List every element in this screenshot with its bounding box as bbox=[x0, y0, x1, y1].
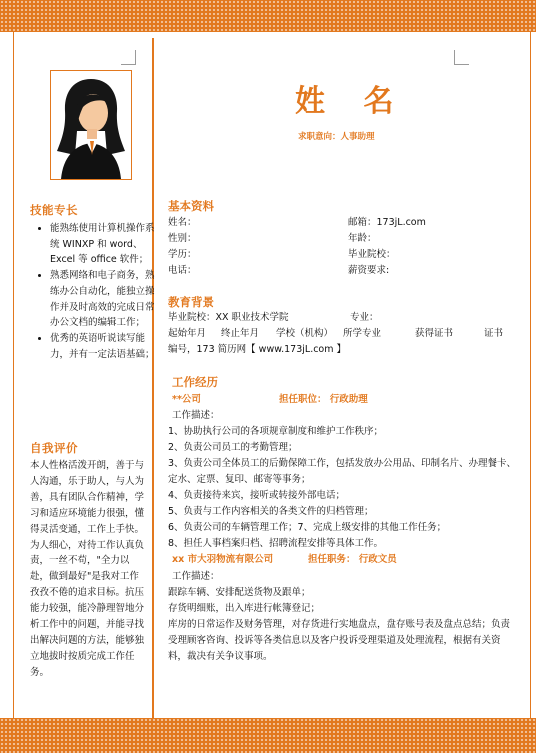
job-intention: 求职意向：人事助理 bbox=[298, 132, 375, 142]
job1-duty: 3、负责公司全体员工的后勤保障工作，包括发放办公用品、印制名片、办理餐卡、定水、定票、复印、邮寄等事务； bbox=[168, 458, 517, 485]
job1-description-label: 工作描述： bbox=[172, 410, 220, 421]
job2-position: 担任职务： 行政文员 bbox=[308, 554, 397, 565]
skill-item: • 能熟练使用计算机操作系统 WINXP 和 word、Excel 等 office 软件； bbox=[50, 221, 162, 268]
job1-duty: 6、负责公司的车辆管理工作；7、完成上级安排的其他工作任务； bbox=[168, 522, 447, 533]
job1-position: 担任职位： 行政助理 bbox=[279, 394, 368, 405]
name-field: 姓名： bbox=[168, 217, 197, 228]
job1-duty: 1、协助执行公司的各项规章制度和维护工作秩序； bbox=[168, 426, 384, 437]
left-frame-line bbox=[13, 32, 14, 718]
skill-item: • 熟悉网络和电子商务，熟练办公自动化，能独立操作并及时高效的完成日常办公文档的编辑工作； bbox=[50, 268, 162, 331]
phone-field: 电话： bbox=[168, 265, 197, 276]
basic-info-title: 基本资料 bbox=[168, 199, 214, 213]
certificate-label: 证书 bbox=[484, 328, 504, 339]
certificate-id-line: 编号，173 简历网【 www.173jL.com 】 bbox=[168, 344, 347, 355]
certificate-column: 获得证书 bbox=[415, 328, 454, 339]
skill-item: • 优秀的英语听说读写能力，并有一定法语基础； bbox=[50, 331, 162, 362]
start-date-column: 起始年月 bbox=[168, 328, 207, 339]
resume-name: 姓 名 bbox=[295, 84, 408, 119]
graduate-school: 毕业院校：XX 职业技术学院 bbox=[168, 312, 289, 323]
skills-title: 技能专长 bbox=[30, 203, 78, 217]
job2-duty: 存货明细账，出入库进行帐簿登记； bbox=[168, 603, 321, 614]
job1-company: **公司 bbox=[172, 394, 201, 405]
job2-description-label: 工作描述： bbox=[172, 571, 220, 582]
right-frame-line bbox=[530, 32, 531, 718]
gender-field: 性别： bbox=[168, 233, 197, 244]
top-decorative-band bbox=[0, 0, 536, 32]
corner-mark-right bbox=[454, 50, 469, 65]
female-avatar-icon bbox=[51, 71, 131, 179]
salary-field: 薪资要求: bbox=[348, 265, 390, 276]
job1-duty: 4、负责接待来宾，接听或转接外部电话； bbox=[168, 490, 346, 501]
job2-duty: 跟踪车辆、安排配送货物及跟单； bbox=[168, 587, 311, 598]
work-experience-title: 工作经历 bbox=[172, 375, 218, 389]
age-field: 年龄： bbox=[348, 233, 377, 244]
job1-duty: 8、担任人事档案归档、招聘流程安排等具体工作。 bbox=[168, 538, 384, 549]
corner-mark-left bbox=[121, 50, 136, 65]
job1-duty: 2、负责公司员工的考勤管理； bbox=[168, 442, 298, 453]
school-field: 毕业院校： bbox=[348, 249, 396, 260]
email-field: 邮箱：173jL.com bbox=[348, 217, 426, 228]
job2-company: xx 市大羽物流有限公司 bbox=[172, 554, 274, 565]
skills-list bbox=[32, 221, 162, 362]
job1-duty: 5、负责与工作内容相关的各类文件的归档管理； bbox=[168, 506, 374, 517]
major-column: 所学专业 bbox=[343, 328, 382, 339]
major-field: 专业： bbox=[350, 312, 379, 323]
self-evaluation-text: 本人性格活泼开朗，善于与人沟通，乐于助人，与人为善，具有团队合作精神，学习和适应环境能力很强，懂得灵活变通，工作上手快。为人细心，对待工作认真负责，一丝不苟，"全力以赴，做到最好"是我对工作孜孜不倦的追求目标。抗压能力较强，能冷静理智地分析工作中的问题，并能寻找出解决问题的方法，能够独立地拔时按质完成工作任务。 bbox=[30, 460, 145, 678]
column-divider bbox=[152, 38, 154, 718]
end-date-column: 终止年月 bbox=[221, 328, 260, 339]
education-title: 教育背景 bbox=[168, 295, 214, 309]
profile-photo bbox=[50, 70, 132, 180]
bottom-decorative-band bbox=[0, 718, 536, 753]
institution-column: 学校（机构） bbox=[276, 328, 334, 339]
education-field: 学历： bbox=[168, 249, 197, 260]
self-evaluation-title: 自我评价 bbox=[30, 441, 78, 455]
job2-duty: 库房的日常运作及财务管理，对存货进行实地盘点，盘存账号表及盘点总结；负责受理顾客咨询、投诉等各类信息以及客户投诉受理渠道及处理流程，根据有关资料，裁决有关争议事项。 bbox=[168, 619, 511, 662]
